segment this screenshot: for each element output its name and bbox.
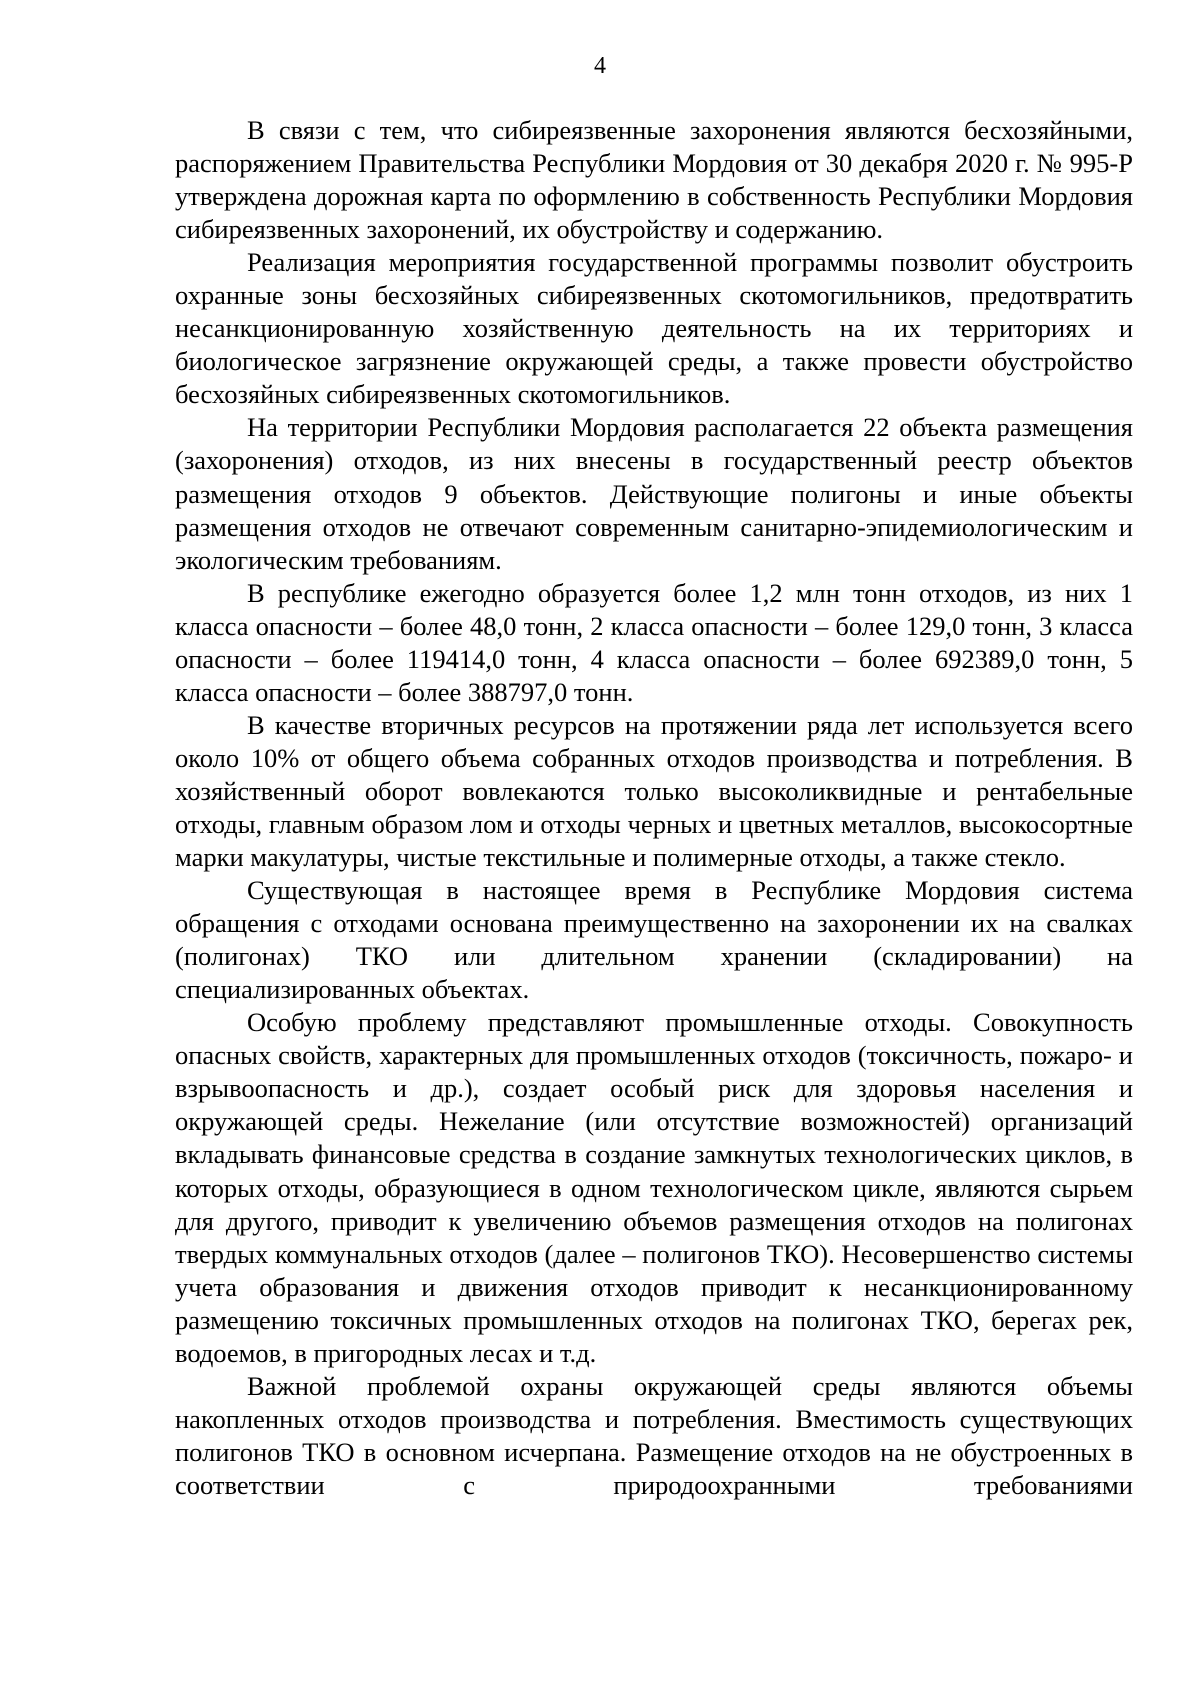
paragraph-industrial-waste: Особую проблему представляют промышленные отходы. Совокупность опасных свойств, характерных для промышленных отходов (токсичность, пожаро- и взрывоопасность и др.), создает особый риск для здоровья населения и окружающей среды. Нежелание (или отсутствие возможностей) организаций вкладывать финансовые средства в создание замкнутых технологических циклов, в которых отходы, образующиеся в одном технологическом цикле, являются сырьем для другого, приводит к увеличению объемов размещения отходов на полигонах твердых коммунальных отходов (далее – полигонов ТКО). Несовершенство системы учета образования и движения отходов приводит к несанкционированному размещению токсичных промышленных отходов на полигонах ТКО, берегах рек, водоемов, в пригородных лесах и т.д. — [175, 1007, 1133, 1368]
paragraph-accumulated-waste: Важной проблемой охраны окружающей среды являются объемы накопленных отходов производства и потребления. Вместимость существующих полигонов ТКО в основном исчерпана. Размещение отходов на не обустроенных в соответствии с природоохранными требованиями — [175, 1370, 1133, 1500]
paragraph-waste-system: Существующая в настоящее время в Республике Мордовия система обращения с отходами основана преимущественно на захоронении их на свалках (полигонах) ТКО или длительном хранении (складировании) на специализированных объектах. — [175, 875, 1133, 1005]
paragraph-secondary-resources: В качестве вторичных ресурсов на протяжении ряда лет используется всего около 10% от общего объема собранных отходов производства и потребления. В хозяйственный оборот вовлекаются только высоколиквидные и рентабельные отходы, главным образом лом и отходы черных и цветных металлов, высокосортные марки макулатуры, чистые текстильные и полимерные отходы, а также стекло. — [175, 709, 1133, 873]
paragraph-anthrax-burials: В связи с тем, что сибиреязвенные захоронения являются бесхозяйными, распоряжением Правительства Республики Мордовия от 30 декабря 2020 г. № 995-Р утверждена дорожная карта по оформлению в собственность Республики Мордовия сибиреязвенных захоронений, их обустройству и содержанию. — [175, 115, 1133, 245]
paragraph-program-implementation: Реализация мероприятия государственной программы позволит обустроить охранные зоны бесхозяйных сибиреязвенных скотомогильников, предотвратить несанкционированную хозяйственную деятельность на их территориях и биологическое загрязнение окружающей среды, а также провести обустройство бесхозяйных сибиреязвенных скотомогильников. — [175, 247, 1133, 410]
page-number: 4 — [594, 53, 606, 79]
paragraph-waste-facilities: На территории Республики Мордовия располагается 22 объекта размещения (захоронения) отходов, из них внесены в государственный реестр объектов размещения отходов 9 объектов. Действующие полигоны и иные объекты размещения отходов не отвечают современным санитарно-эпидемиологическим и экологическим требованиям. — [175, 412, 1133, 575]
document-body — [175, 114, 1133, 1502]
paragraph-waste-volumes: В республике ежегодно образуется более 1,2 млн тонн отходов, из них 1 класса опасности – более 48,0 тонн, 2 класса опасности – более 129,0 тонн, 3 класса опасности – более 119414,0 тонн, 4 класса опасности – более 692389,0 тонн, 5 класса опасности – более 388797,0 тонн. — [175, 577, 1133, 707]
